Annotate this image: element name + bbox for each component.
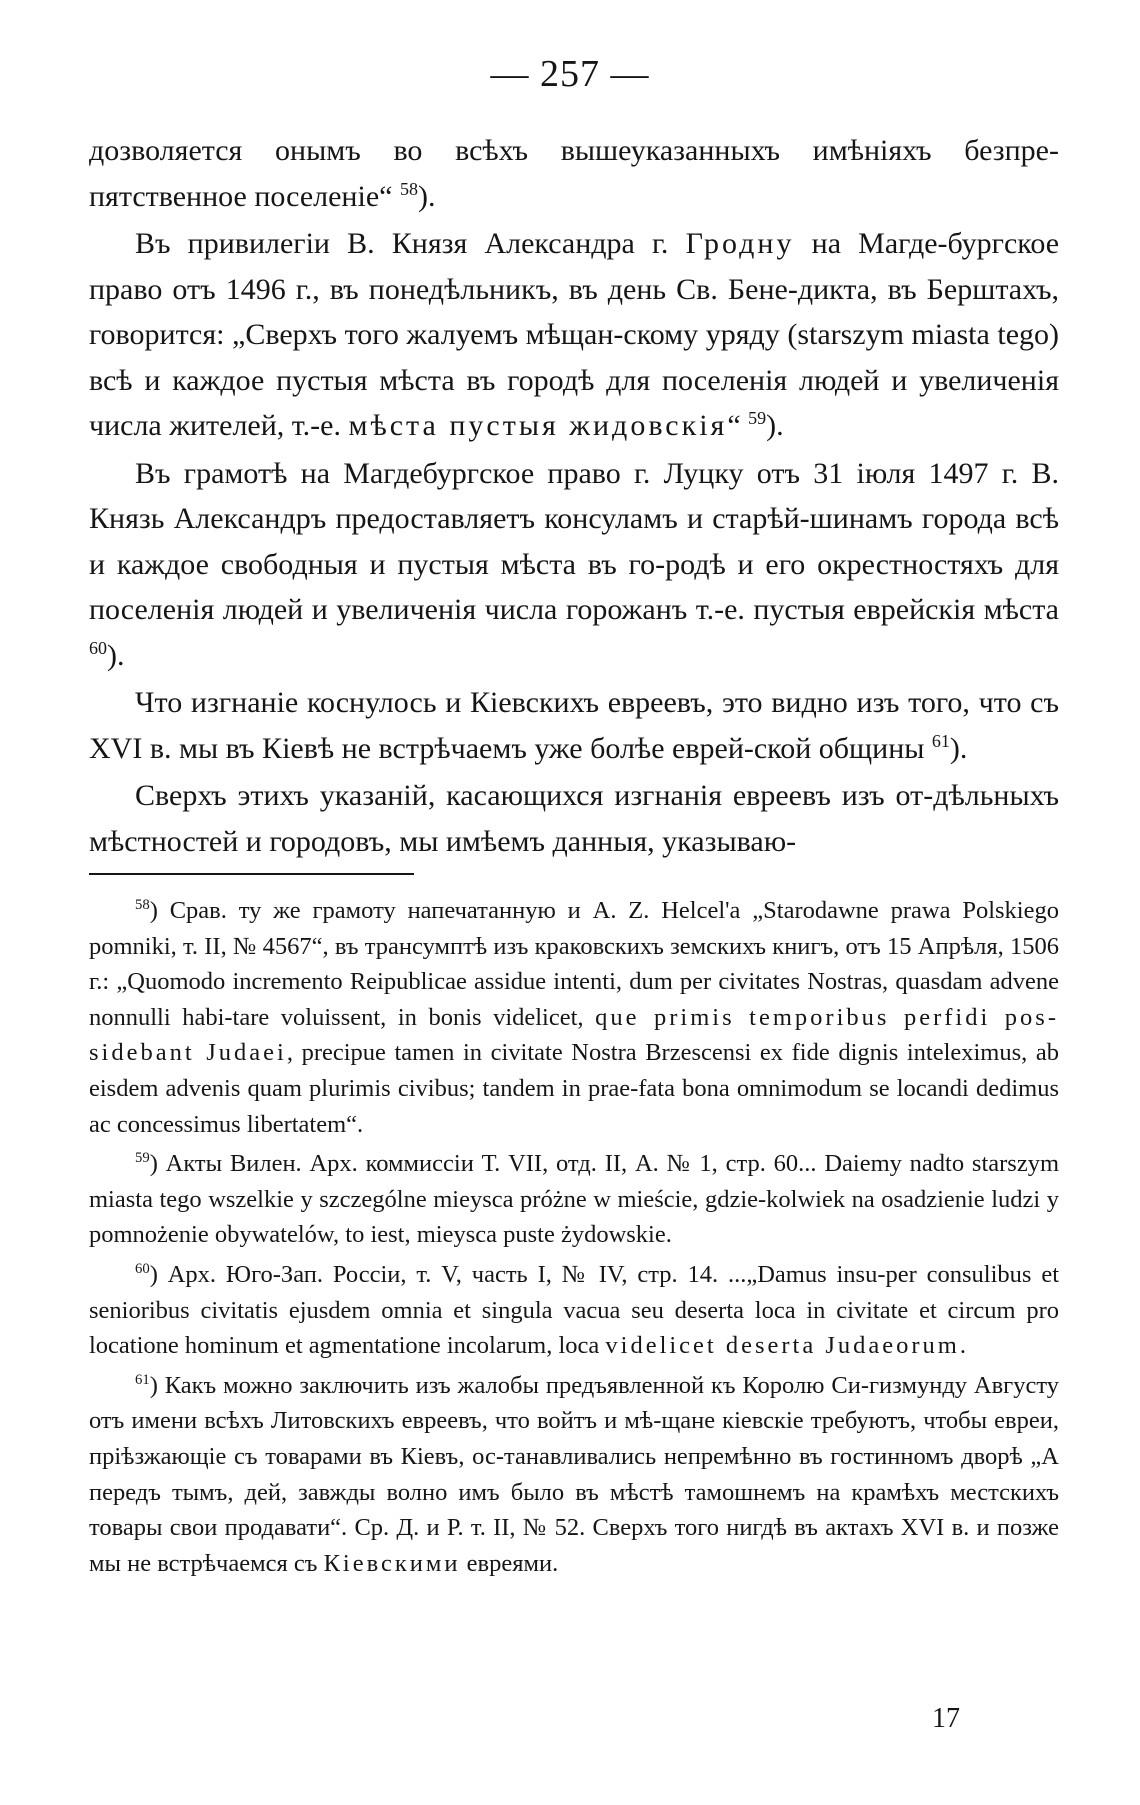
text-run: Кіевскими <box>323 1549 461 1577</box>
text-run: Что изгнаніе коснулось и Кіевскихъ евреевъ, это видно изъ того, что съ XVI в. мы въ Кіевѣ не встрѣчаемъ уже болѣе еврей-ской общины <box>89 686 1059 765</box>
footnote-divider <box>89 873 414 875</box>
text-run: Гродну <box>685 227 795 260</box>
text-run: “ <box>727 409 749 442</box>
paragraph <box>89 128 1059 219</box>
text-run: , precipue tamen in civitate Nostra Brzescensi ex fide dignis inteleximus, ab eisdem advenis quam plurimis civibus; tandem in prae-fata bona omnimodum se locandi dedimus ac concessimus libertatem“. <box>89 1039 1059 1138</box>
text-run: Въ грамотѣ на Магдебургское право г. Луцку отъ 31 іюля 1497 г. В. Князь Александръ предоставляетъ консуламъ и старѣй-шинамъ города всѣ и каждое свободныя и пустыя мѣста въ го-родѣ и его окрестностяхъ для поселенія людей и увеличенія числа горожанъ т.-е. пустыя еврейскія мѣста <box>89 456 1059 626</box>
paragraph <box>89 451 1059 679</box>
text-run: евреями. <box>460 1549 559 1577</box>
footnote-ref: 58 <box>399 178 418 199</box>
text-run: Сверхъ этихъ указаній, касающихся изгнанія евреевъ изъ от-дѣльныхъ мѣстностей и городовъ, мы имѣемъ данныя, указываю- <box>89 779 1059 858</box>
footnote-61 <box>89 1368 1059 1582</box>
text-run: Въ привилегіи В. Князя Александра г. <box>135 227 686 260</box>
text-run: ). <box>766 409 784 442</box>
text-run: ) Акты Вилен. Арх. коммиссіи Т. VII, отд. II, А. № 1, стр. 60... Daiemy nadto starszym miasta tego wszelkie y szczególne mieysca próżne w mieście, gdzie-kolwiek na osadzienie ludzi y pomnożenie obywatelów, to iest, mieysca puste żydowskie. <box>89 1150 1059 1249</box>
paragraph <box>89 773 1059 864</box>
text-run: ) Какъ можно заключить изъ жалобы предъявленной къ Королю Си-гизмунду Августу отъ имени всѣхъ Литовскихъ евреевъ, что войтъ и мѣ-щане кіевскіе требуютъ, чтобы евреи, пріѣзжающіе съ товарами въ Кіевъ, ос-танавливались непремѣнно въ гостинномъ дворѣ „А передъ тымъ, дей, завжды волно имъ было въ мѣстѣ тамошнемъ на крамѣхъ местскихъ товары свои продавати“. Ср. Д. и Р. т. II, № 52. Сверхъ того нигдѣ въ актахъ XVI в. и позже мы не встрѣчаемся съ <box>89 1371 1059 1577</box>
text-run: ). <box>107 638 125 672</box>
footnote-59 <box>89 1146 1059 1253</box>
text-run: videlicet deserta Judaeorum <box>605 1332 960 1360</box>
signature-mark: 17 <box>932 1703 960 1734</box>
text-run: ). <box>417 179 436 213</box>
footnote-ref: 60 <box>135 1260 150 1277</box>
paragraph <box>89 680 1059 771</box>
text-run: que primis temporibus perfidi pos-sidebant Judaei <box>89 1003 1059 1067</box>
paragraph <box>89 221 1059 449</box>
footnote-60 <box>89 1257 1059 1364</box>
footnote-ref: 59 <box>748 408 767 428</box>
footnote-ref: 61 <box>135 1371 150 1388</box>
text-run: мѣста пустыя жидовскія <box>348 409 728 442</box>
footnote-ref: 61 <box>931 730 950 751</box>
text-run: ) Арх. Юго-Зап. Россіи, т. V, часть I, № IV, стр. 14. ...„Damus insu-per consulibus et senioribus civitatis ejusdem omnia et singula vacua seu deserta loca in civitate et circum pro locatione hominum et agmentatione incolarum, loca <box>89 1260 1059 1360</box>
text-run: дозволяется онымъ во всѣхъ вышеуказанныхъ имѣніяхъ безпре-пятственное поселеніе“ <box>89 134 1059 213</box>
text-run: ). <box>949 731 968 765</box>
footnotes <box>89 893 1059 1585</box>
footnote-ref: 60 <box>89 637 107 658</box>
main-text <box>89 128 1059 864</box>
footnote-58 <box>89 893 1059 1142</box>
footnote-ref: 58 <box>135 896 150 913</box>
text-run: ) Срав. ту же грамоту напечатанную и A. Z. Helcel'a „Starodawne prawa Polskiego pomniki, т. II, № 4567“, въ трансумптѣ изъ краковскихъ земскихъ книгъ, отъ 15 Апрѣля, 1506 г.: „Quomodo incremento Reipublicae assidue intenti, dum per civitates Nostras, quasdam advene nonnulli habi-tare voluissent, in bonis videlicet, <box>89 897 1059 1031</box>
page-number: — 257 — <box>490 53 650 95</box>
text-run: на Магде-бургское право отъ 1496 г., въ понедѣльникъ, въ день Св. Бене-дикта, въ Берштахъ, говорится: „Сверхъ того жалуемъ мѣщан-скому уряду (starszym miasta tego) всѣ и каждое пустыя мѣста въ городѣ для поселенія людей и увеличенія числа жителей, т.-е. <box>89 227 1060 442</box>
text-run: . <box>959 1332 966 1360</box>
footnote-ref: 59 <box>135 1150 150 1166</box>
